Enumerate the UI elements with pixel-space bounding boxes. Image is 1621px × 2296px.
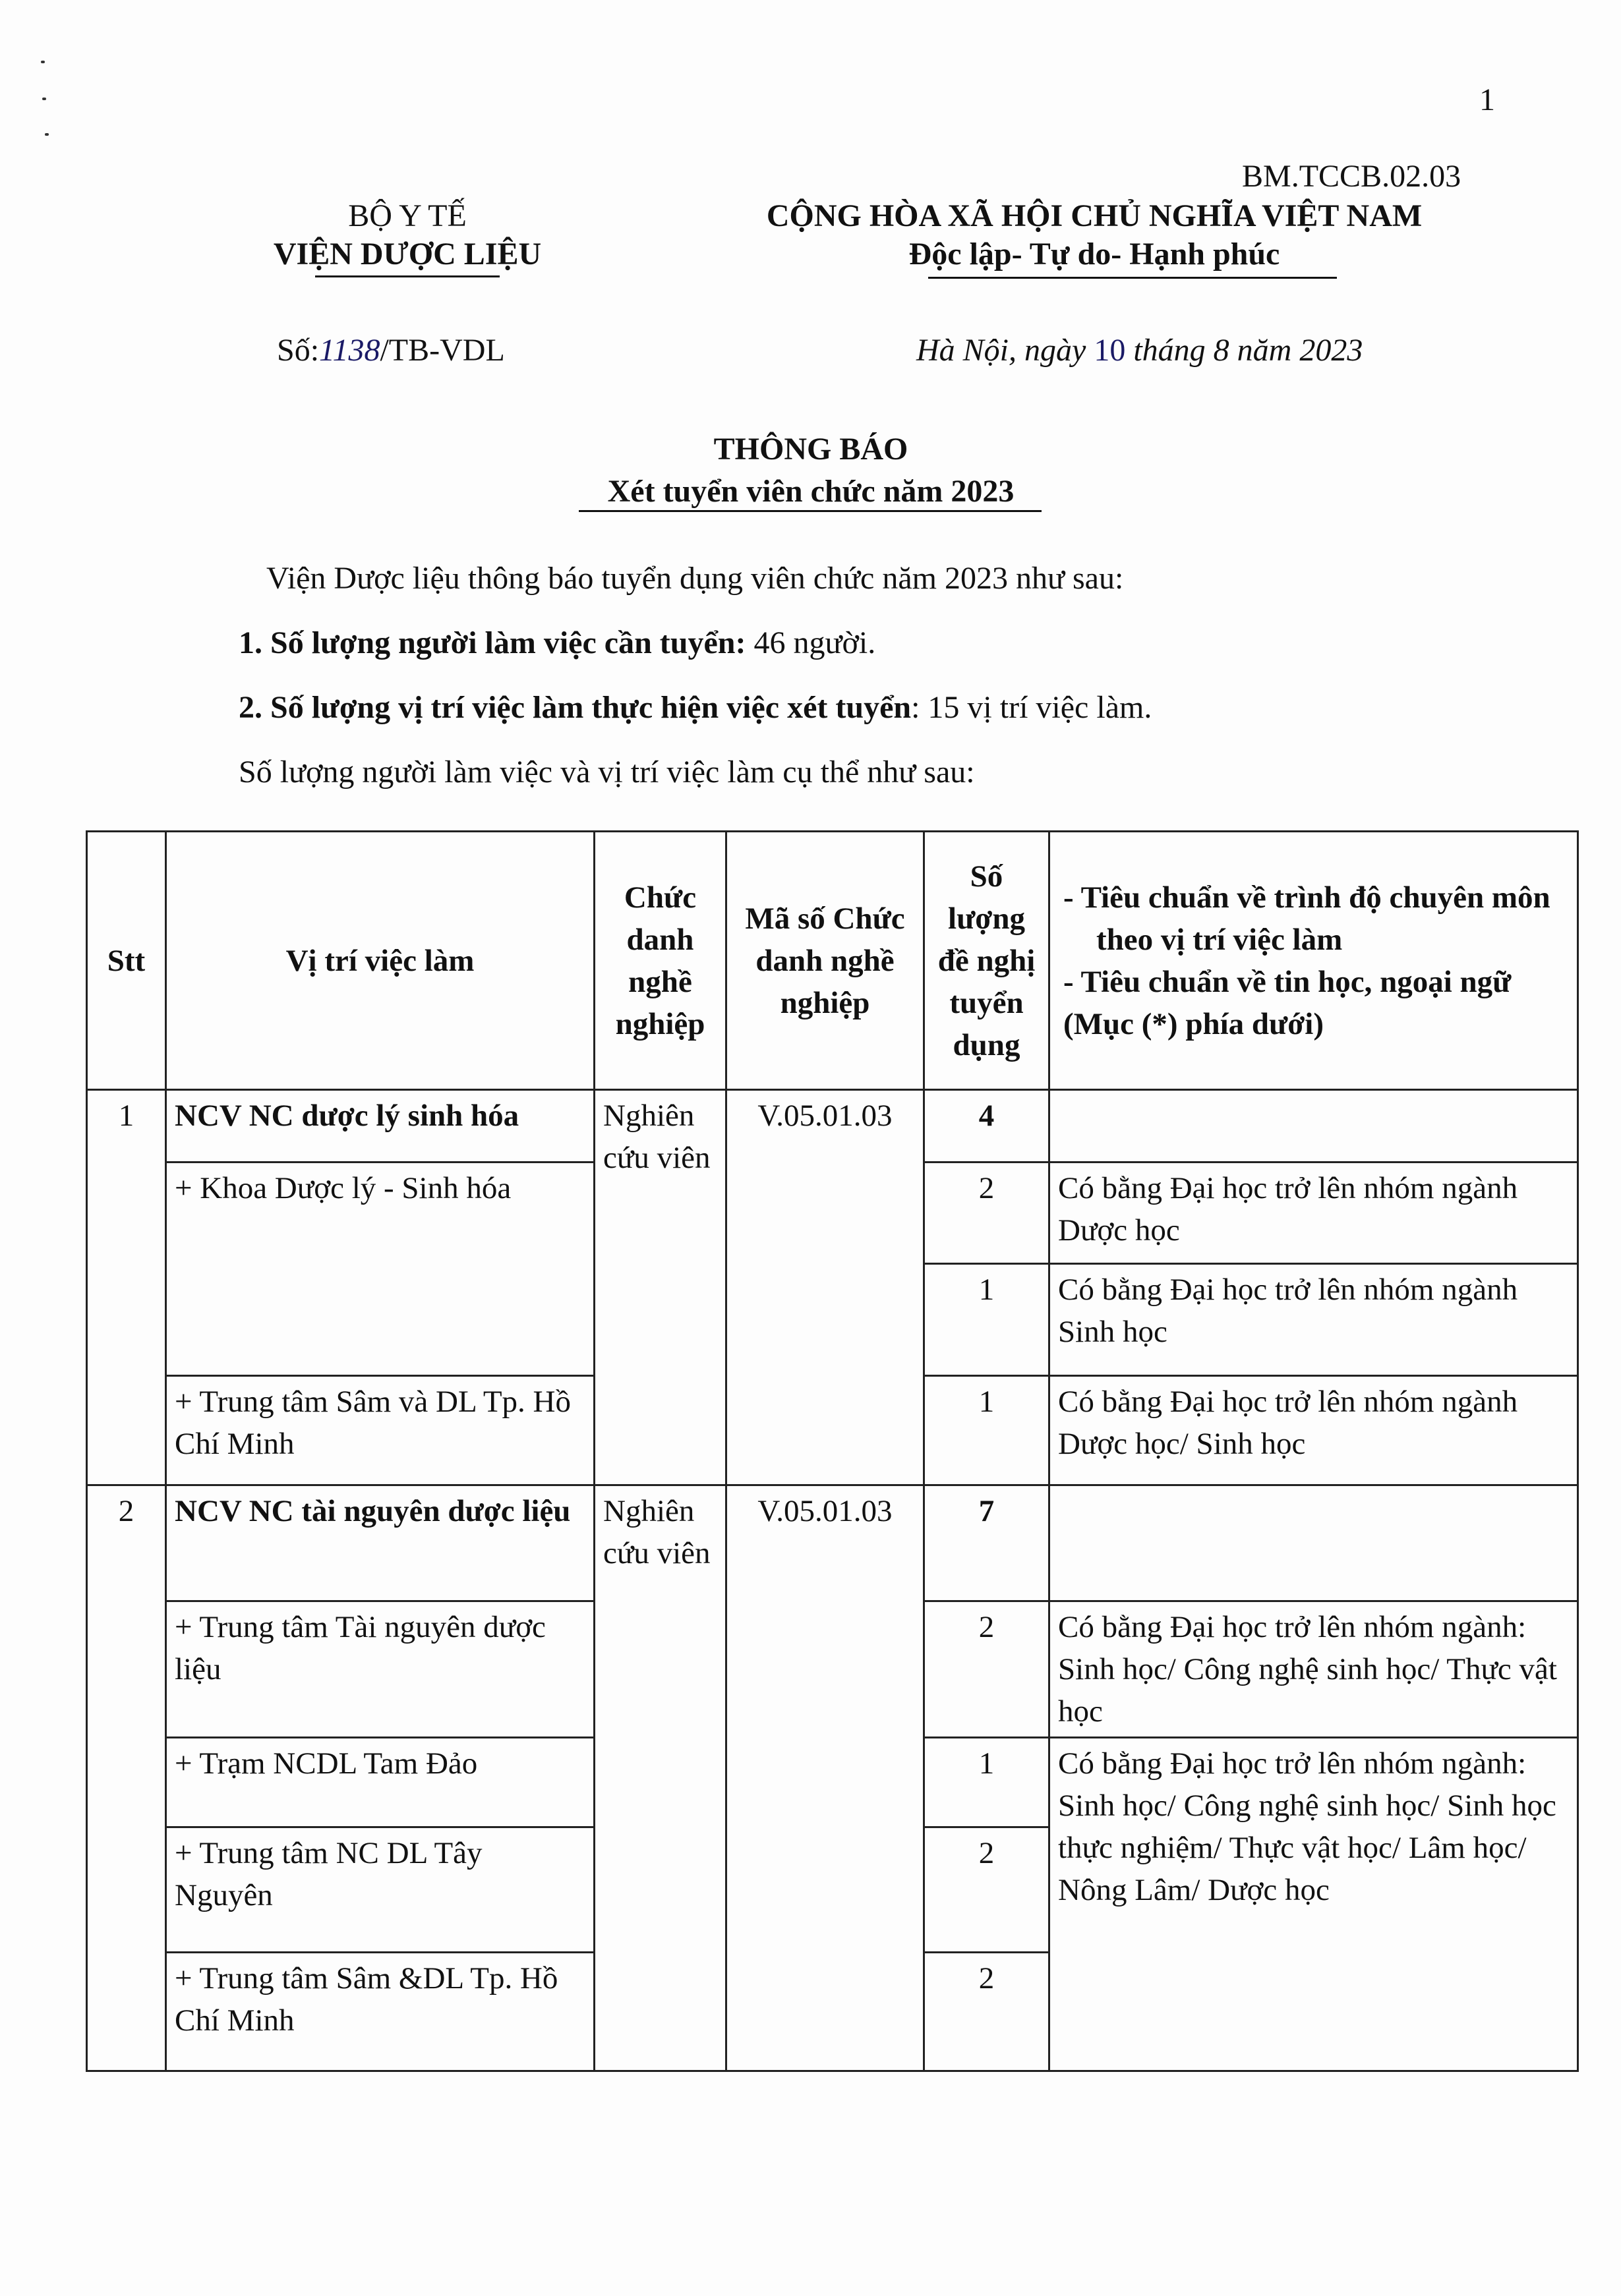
item-1 bbox=[239, 625, 875, 661]
notice-subtitle: Xét tuyển viên chức năm 2023 bbox=[607, 474, 1015, 509]
unit-criteria: Có bằng Đại học trở lên nhóm ngành Dược học bbox=[1049, 1162, 1578, 1264]
group-name: NCV NC tài nguyên dược liệu bbox=[166, 1485, 595, 1601]
table-row bbox=[87, 1090, 1578, 1162]
unit-qty: 1 bbox=[924, 1376, 1049, 1485]
group-criteria-empty bbox=[1049, 1090, 1578, 1162]
unit-qty: 2 bbox=[924, 1162, 1049, 1264]
group-code: V.05.01.03 bbox=[726, 1090, 924, 1485]
document-number-suffix: /TB-VDL bbox=[380, 333, 505, 368]
item-2-value: : 15 vị trí việc làm. bbox=[911, 690, 1152, 725]
group-title: Nghiên cứu viên bbox=[595, 1090, 726, 1485]
table-row bbox=[87, 1485, 1578, 1601]
unit-qty: 1 bbox=[924, 1738, 1049, 1827]
document-date bbox=[916, 332, 1363, 368]
unit-criteria: Có bằng Đại học trở lên nhóm ngành: Sinh học/ Công nghệ sinh học/ Sinh học thực nghiệm/ Thực vật học/ Lâm học/ Nông Lâm/ Dược học bbox=[1049, 1738, 1578, 2071]
header-stt: Stt bbox=[87, 832, 166, 1090]
subtitle-underline bbox=[579, 510, 1042, 512]
unit-criteria: Có bằng Đại học trở lên nhóm ngành: Sinh học/ Công nghệ sinh học/ Thực vật học bbox=[1049, 1601, 1578, 1738]
recruitment-table bbox=[86, 830, 1579, 2072]
unit-name: + Trung tâm Sâm và DL Tp. Hồ Chí Minh bbox=[166, 1376, 595, 1485]
scan-speck bbox=[42, 98, 46, 100]
document-number-prefix: Số: bbox=[277, 333, 320, 368]
group-code: V.05.01.03 bbox=[726, 1485, 924, 2071]
item-2-label: 2. Số lượng vị trí việc làm thực hiện việc xét tuyển bbox=[239, 690, 912, 725]
scan-speck bbox=[41, 61, 45, 63]
motto-underline bbox=[928, 277, 1337, 279]
unit-name: + Trung tâm Tài nguyên dược liệu bbox=[166, 1601, 595, 1738]
header-position: Vị trí việc làm bbox=[166, 832, 595, 1090]
header-criteria bbox=[1049, 832, 1578, 1090]
header-title: Chức danh nghề nghiệp bbox=[595, 832, 726, 1090]
unit-qty: 2 bbox=[924, 1601, 1049, 1738]
form-code: BM.TCCB.02.03 bbox=[1242, 159, 1461, 194]
intro-text: Viện Dược liệu thông báo tuyển dụng viên chức năm 2023 như sau: bbox=[266, 561, 1124, 596]
page-number: 1 bbox=[1479, 82, 1495, 117]
document-number bbox=[277, 332, 505, 368]
header-criteria-1-text: Tiêu chuẩn về trình độ chuyên môn theo vị trí việc làm bbox=[1080, 880, 1550, 957]
unit-qty: 1 bbox=[924, 1264, 1049, 1376]
group-name: NCV NC dược lý sinh hóa bbox=[166, 1090, 595, 1162]
item-1-value: 46 người. bbox=[746, 625, 876, 660]
motto: Độc lập- Tự do- Hạnh phúc bbox=[908, 237, 1280, 272]
group-total: 4 bbox=[924, 1090, 1049, 1162]
header-code: Mã số Chức danh nghề nghiệp bbox=[726, 832, 924, 1090]
item-2 bbox=[239, 689, 1152, 726]
document-number-handwritten: 1138 bbox=[319, 333, 380, 368]
scan-speck bbox=[45, 133, 49, 136]
unit-qty: 2 bbox=[924, 1953, 1049, 2071]
ministry-name: BỘ Y TẾ bbox=[348, 198, 467, 233]
date-prefix: Hà Nội, ngày bbox=[916, 333, 1094, 368]
notice-title: THÔNG BÁO bbox=[713, 432, 908, 467]
date-suffix: tháng 8 năm 2023 bbox=[1125, 333, 1363, 368]
table-header-row bbox=[87, 832, 1578, 1090]
header-criteria-1: - Tiêu chuẩn về trình độ chuyên môn theo vị trí việc làm bbox=[1063, 880, 1550, 957]
group-total: 7 bbox=[924, 1485, 1049, 1601]
unit-qty: 2 bbox=[924, 1827, 1049, 1953]
unit-name: + Trung tâm Sâm &DL Tp. Hồ Chí Minh bbox=[166, 1953, 595, 2071]
group-title: Nghiên cứu viên bbox=[595, 1485, 726, 2071]
group-stt: 1 bbox=[87, 1090, 166, 1485]
group-criteria-empty bbox=[1049, 1485, 1578, 1601]
header-criteria-2: - Tiêu chuẩn về tin học, ngoại ngữ (Mục (*) phía dưới) bbox=[1063, 964, 1512, 1041]
unit-name: + Trung tâm NC DL Tây Nguyên bbox=[166, 1827, 595, 1953]
institute-name: VIỆN DƯỢC LIỆU bbox=[273, 237, 542, 272]
unit-criteria: Có bằng Đại học trở lên nhóm ngành Dược học/ Sinh học bbox=[1049, 1376, 1578, 1485]
unit-name: + Khoa Dược lý - Sinh hóa bbox=[166, 1162, 595, 1376]
lead-text: Số lượng người làm việc và vị trí việc làm cụ thể như sau: bbox=[239, 755, 975, 789]
header-quantity: Số lượng đề nghị tuyển dụng bbox=[924, 832, 1049, 1090]
unit-name: + Trạm NCDL Tam Đảo bbox=[166, 1738, 595, 1827]
group-stt: 2 bbox=[87, 1485, 166, 2071]
institute-underline bbox=[315, 275, 500, 277]
date-day-handwritten: 10 bbox=[1094, 333, 1126, 368]
country-name: CỘNG HÒA XÃ HỘI CHỦ NGHĨA VIỆT NAM bbox=[766, 198, 1423, 233]
unit-criteria: Có bằng Đại học trở lên nhóm ngành Sinh học bbox=[1049, 1264, 1578, 1376]
item-1-label: 1. Số lượng người làm việc cần tuyển: bbox=[239, 625, 746, 660]
